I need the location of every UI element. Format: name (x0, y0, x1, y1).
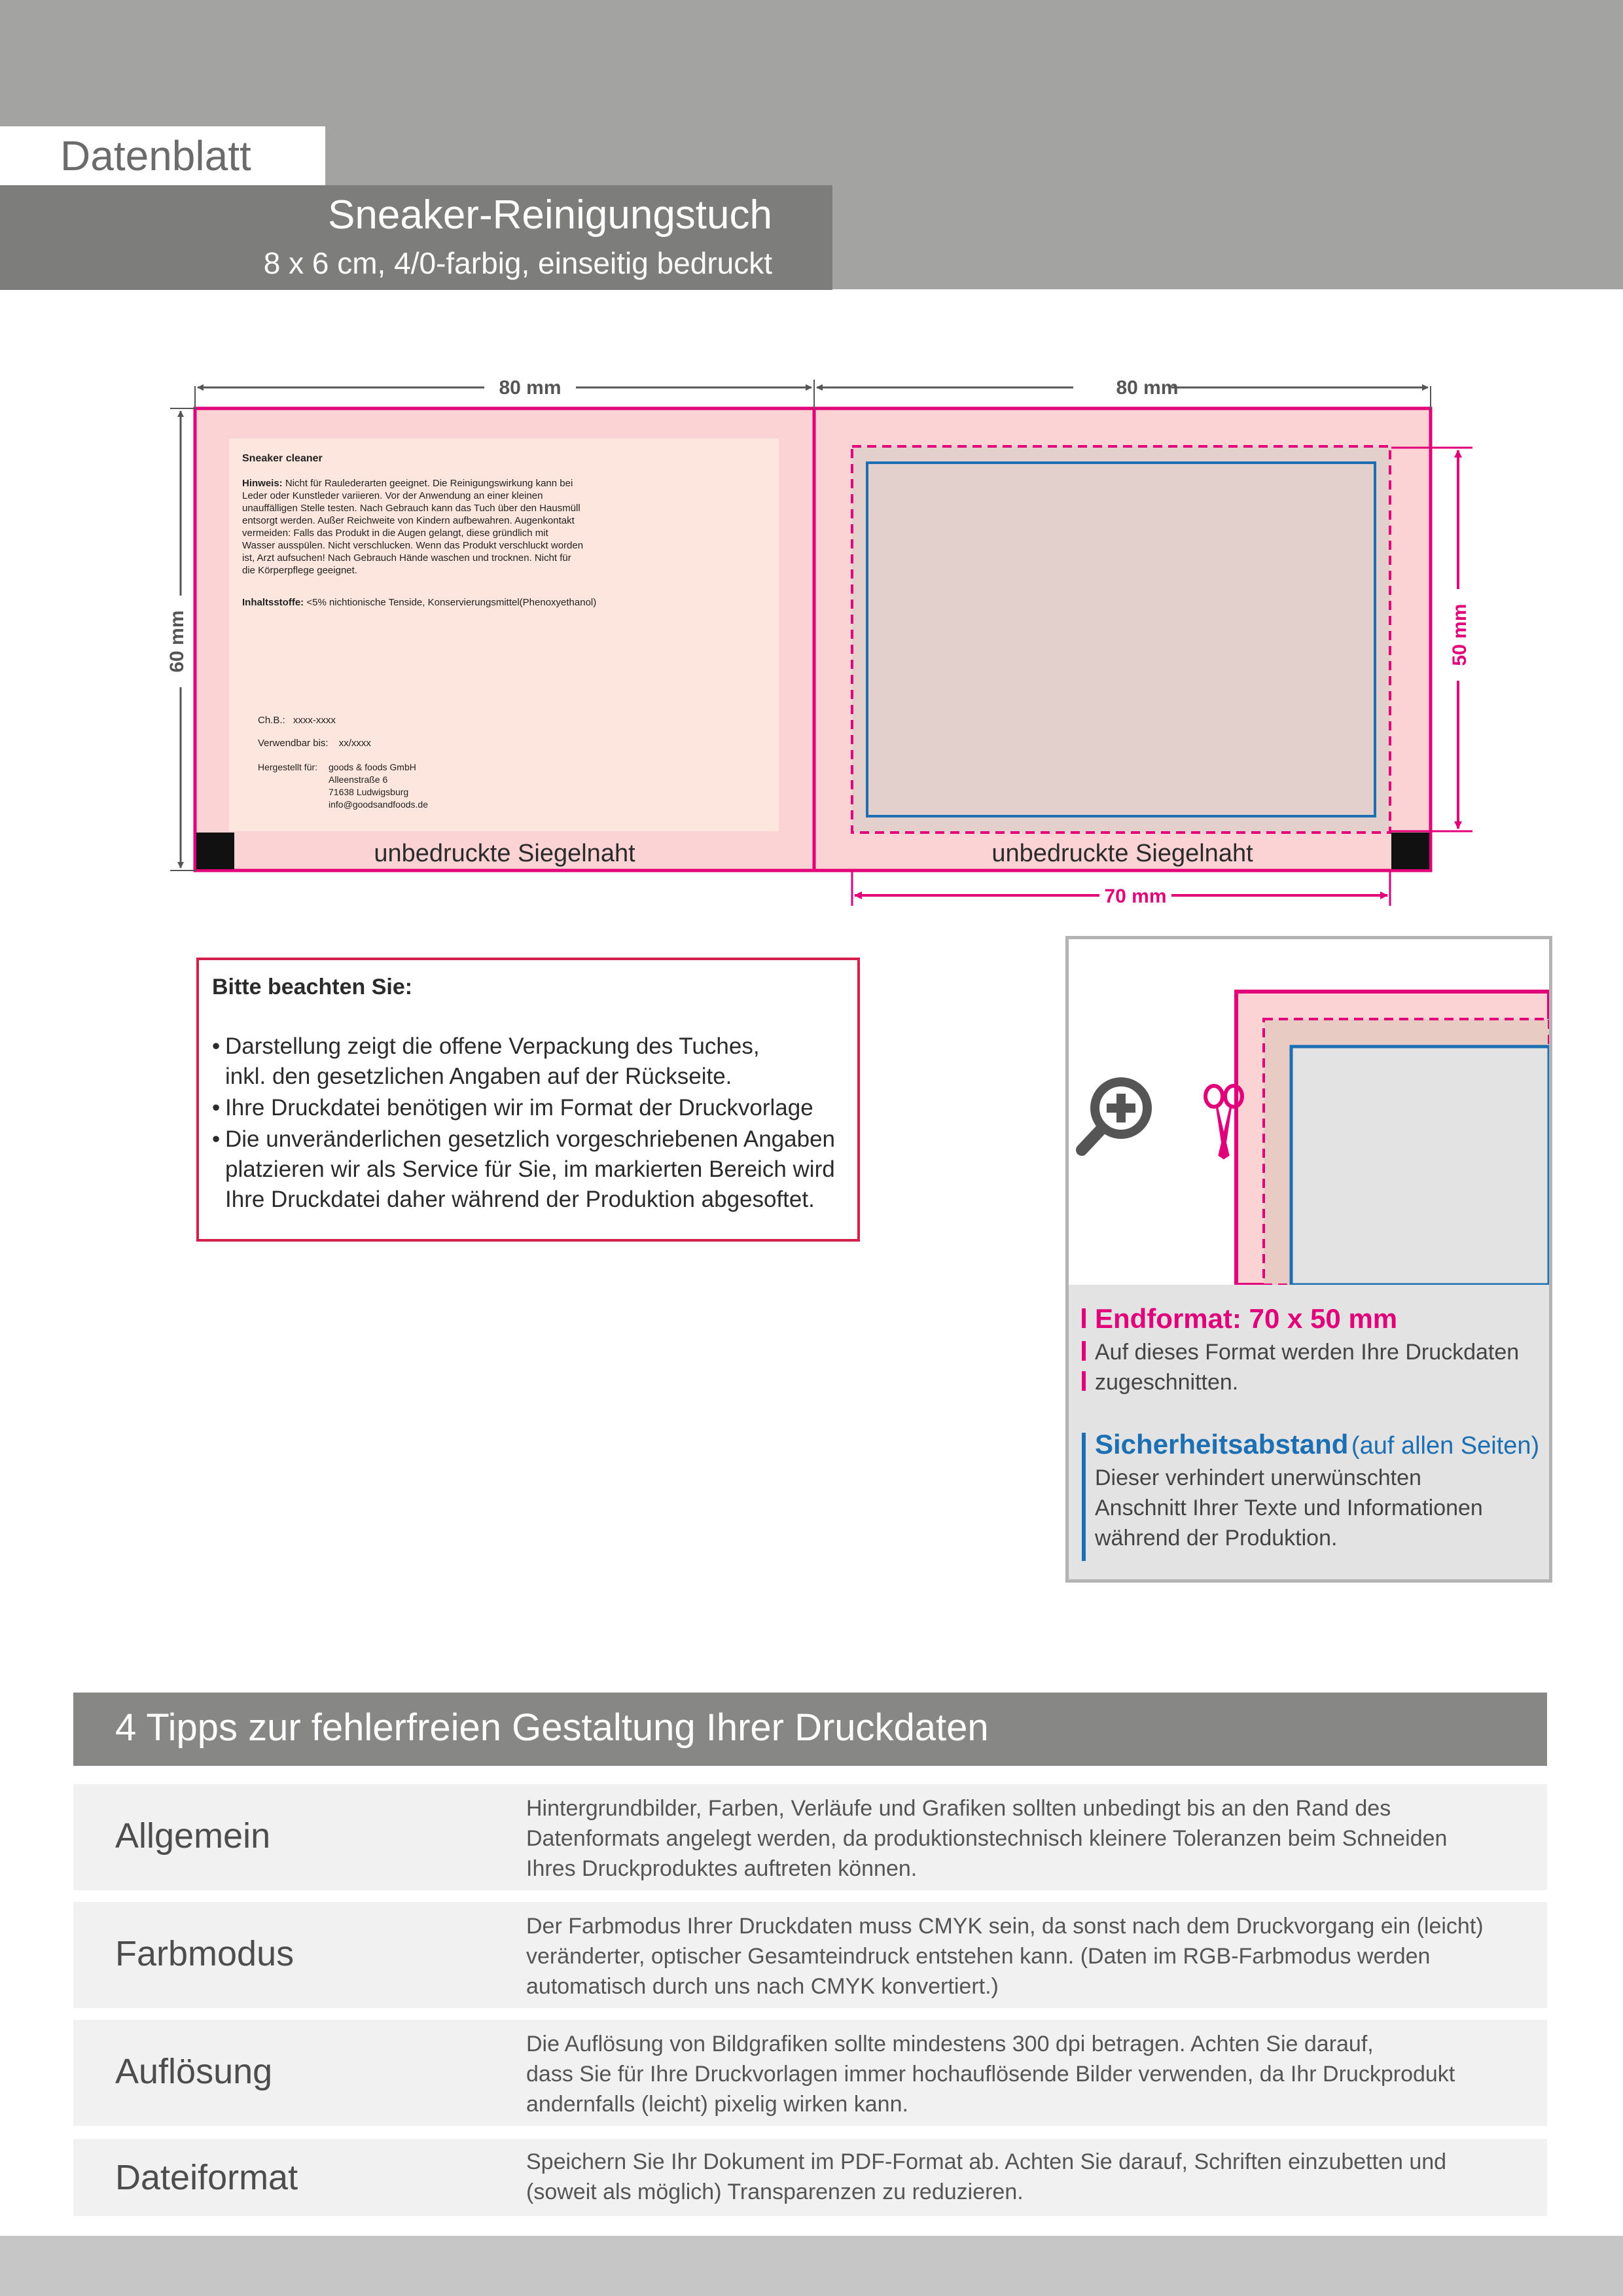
back-label-notice-line: Leder oder Kunstleder variieren. Vor der Anwendung an einer kleinen (242, 490, 543, 501)
back-label-batch: Ch.B.: xxxx-xxxx (258, 715, 336, 726)
tip-text (526, 1911, 1534, 2001)
tip-line: Der Farbmodus Ihrer Druckdaten muss CMYK sein, da sonst nach dem Druckvorgang ein (leicht) (526, 1914, 1484, 1939)
tip-line: andernfalls (leicht) pixelig wirken kann. (526, 2092, 908, 2117)
tip-text (526, 2029, 1534, 2119)
back-label-maker-line: info@goodsandfoods.de (329, 799, 428, 810)
hint-line: inkl. den gesetzlichen Angaben auf der Rückseite. (225, 1064, 732, 1089)
seal-marker-left (196, 833, 234, 869)
safety-suffix: (auf allen Seiten) (1351, 1432, 1540, 1460)
back-label-notice-line: ist, Arzt aufsuchen! Nach Gebrauch Hände waschen und trocknen. Nicht für (242, 552, 571, 564)
safety-line: während der Produktion. (1095, 1526, 1338, 1551)
zoom-legend-panel (1065, 936, 1552, 1583)
tip-label: Auflösung (115, 2052, 273, 2091)
hint-item (212, 1093, 844, 1123)
tip-line: Speichern Sie Ihr Dokument im PDF-Format ab. Achten Sie darauf, Schriften einzubetten und (526, 2149, 1447, 2174)
end-format-frame (852, 446, 1390, 833)
safety-line: Dieser verhindert unerwünschten (1095, 1465, 1421, 1490)
back-label-notice-line: vermeiden: Falls das Produkt in die Augen gelangt, diese gründlich mit (242, 528, 548, 539)
zoom-detail-illustration (1069, 939, 1549, 1285)
print-template-diagram (0, 0, 1623, 929)
tips-header (73, 1693, 1547, 1766)
tip-row-dateiformat (73, 2139, 1547, 2216)
legend-area (1069, 1285, 1549, 1579)
dim-label-print-height: 50 mm (1449, 603, 1471, 666)
product-subtitle: 8 x 6 cm, 4/0-farbig, einseitig bedruckt (263, 246, 772, 280)
back-label-title: Sneaker cleaner (242, 453, 323, 464)
hint-line: platzieren wir als Service für Sie, im markierten Bereich wird (225, 1157, 835, 1182)
hint-title: Bitte beachten Sie: (212, 975, 413, 999)
dim-label-left: 80 mm (499, 377, 562, 399)
dim-label-right: 80 mm (1116, 377, 1179, 399)
back-label-notice-line: Hinweis: Nicht für Raulederarten geeignet. Die Reinigungswirkung kann bei (242, 478, 573, 489)
tip-line: (soweit als möglich) Transparenzen zu reduzieren. (526, 2179, 1024, 2204)
back-label-maker-line: goods & foods GmbH (329, 762, 416, 772)
dim-label-print-width: 70 mm (1104, 886, 1167, 907)
tip-label: Farbmodus (115, 1934, 294, 1973)
tips-title: 4 Tipps zur fehlerfreien Gestaltung Ihrer Druckdaten (115, 1706, 989, 1749)
tip-row-aufloesung (73, 2020, 1547, 2126)
back-label-maker-label: Hergestellt für: (258, 762, 318, 772)
back-label-notice-line: die Körperpflege geeignet. (242, 565, 357, 576)
back-label-notice-line: unauffälligen Stelle testen. Nach Gebrauch kann das Tuch über den Hausmüll (242, 503, 580, 514)
back-label-expiry: Verwendbar bis: xx/xxxx (258, 738, 371, 749)
dim-label-height: 60 mm (166, 610, 188, 673)
tip-line: Hintergrundbilder, Farben, Verläufe und Grafiken sollten unbedingt bis an den Rand des (526, 1796, 1391, 1821)
tip-line: Die Auflösung von Bildgrafiken sollte mindestens 300 dpi betragen. Achten Sie darauf, (526, 2032, 1374, 2056)
safety-title: Sicherheitsabstand (1095, 1429, 1349, 1460)
product-title: Sneaker-Reinigungstuch (328, 192, 772, 238)
tip-line: Ihres Druckproduktes auftreten können. (526, 1856, 918, 1881)
safety-title-row (1095, 1429, 1539, 1460)
tip-line: Datenformats angelegt werden, da produktionstechnisch kleinere Toleranzen beim Schneiden (526, 1826, 1448, 1851)
hint-line: • Ihre Druckdatei benötigen wir im Format der Druckvorlage (225, 1095, 813, 1121)
hint-panel (196, 958, 860, 1242)
end-format-title: Endformat: 70 x 50 mm (1095, 1303, 1398, 1334)
hint-item (212, 1124, 844, 1215)
hint-line: • Darstellung zeigt die offene Verpackung des Tuches, (225, 1033, 760, 1059)
end-format-line: zugeschnitten. (1095, 1370, 1239, 1395)
tip-line: veränderter, optischer Gesamteindruck entstehen kann. (Daten im RGB-Farbmodus werden (526, 1944, 1431, 1969)
tip-line: dass Sie für Ihre Druckvorlagen immer hochauflösende Bilder verwenden, da Ihr Druckprodukt (526, 2062, 1455, 2087)
hint-item (212, 1031, 844, 1092)
tip-text (526, 1793, 1534, 1884)
seal-label-right: unbedruckte Siegelnaht (991, 840, 1253, 867)
back-label-maker-line: 71638 Ludwigsburg (329, 787, 409, 797)
tip-text (526, 2147, 1534, 2207)
seal-label-left: unbedruckte Siegelnaht (374, 840, 635, 867)
tip-label: Allgemein (115, 1816, 271, 1856)
datasheet-label: Datenblatt (60, 132, 251, 179)
back-label-notice-line: Wasser ausspülen. Nicht verschlucken. Wenn das Produkt verschluckt worden (242, 540, 584, 551)
back-label-ingredients: Inhaltsstoffe: <5% nichtionische Tenside, Konservierungsmittel(Phenoxyethanol) (242, 597, 597, 608)
back-label-maker-line: Alleenstraße 6 (329, 774, 388, 785)
hint-line: Ihre Druckdatei daher während der Produktion abgesoftet. (225, 1187, 815, 1212)
end-format-line: Auf dieses Format werden Ihre Druckdaten (1095, 1340, 1520, 1365)
hint-line: • Die unveränderlichen gesetzlich vorgeschriebenen Angaben (225, 1126, 836, 1152)
safety-line: Anschnitt Ihrer Texte und Informationen (1095, 1496, 1483, 1520)
zoom-in-icon (1082, 1082, 1147, 1150)
tip-row-allgemein (73, 1784, 1547, 1890)
footer-band (0, 2236, 1623, 2296)
seal-marker-right (1391, 833, 1429, 869)
tip-row-farbmodus (73, 1902, 1547, 2008)
tip-label: Dateiformat (115, 2158, 298, 2197)
back-label-notice-line: entsorgt werden. Außer Reichweite von Kindern aufbewahren. Augenkontakt (242, 515, 575, 526)
tip-line: automatisch durch uns nach CMYK konvertiert.) (526, 1974, 999, 1999)
